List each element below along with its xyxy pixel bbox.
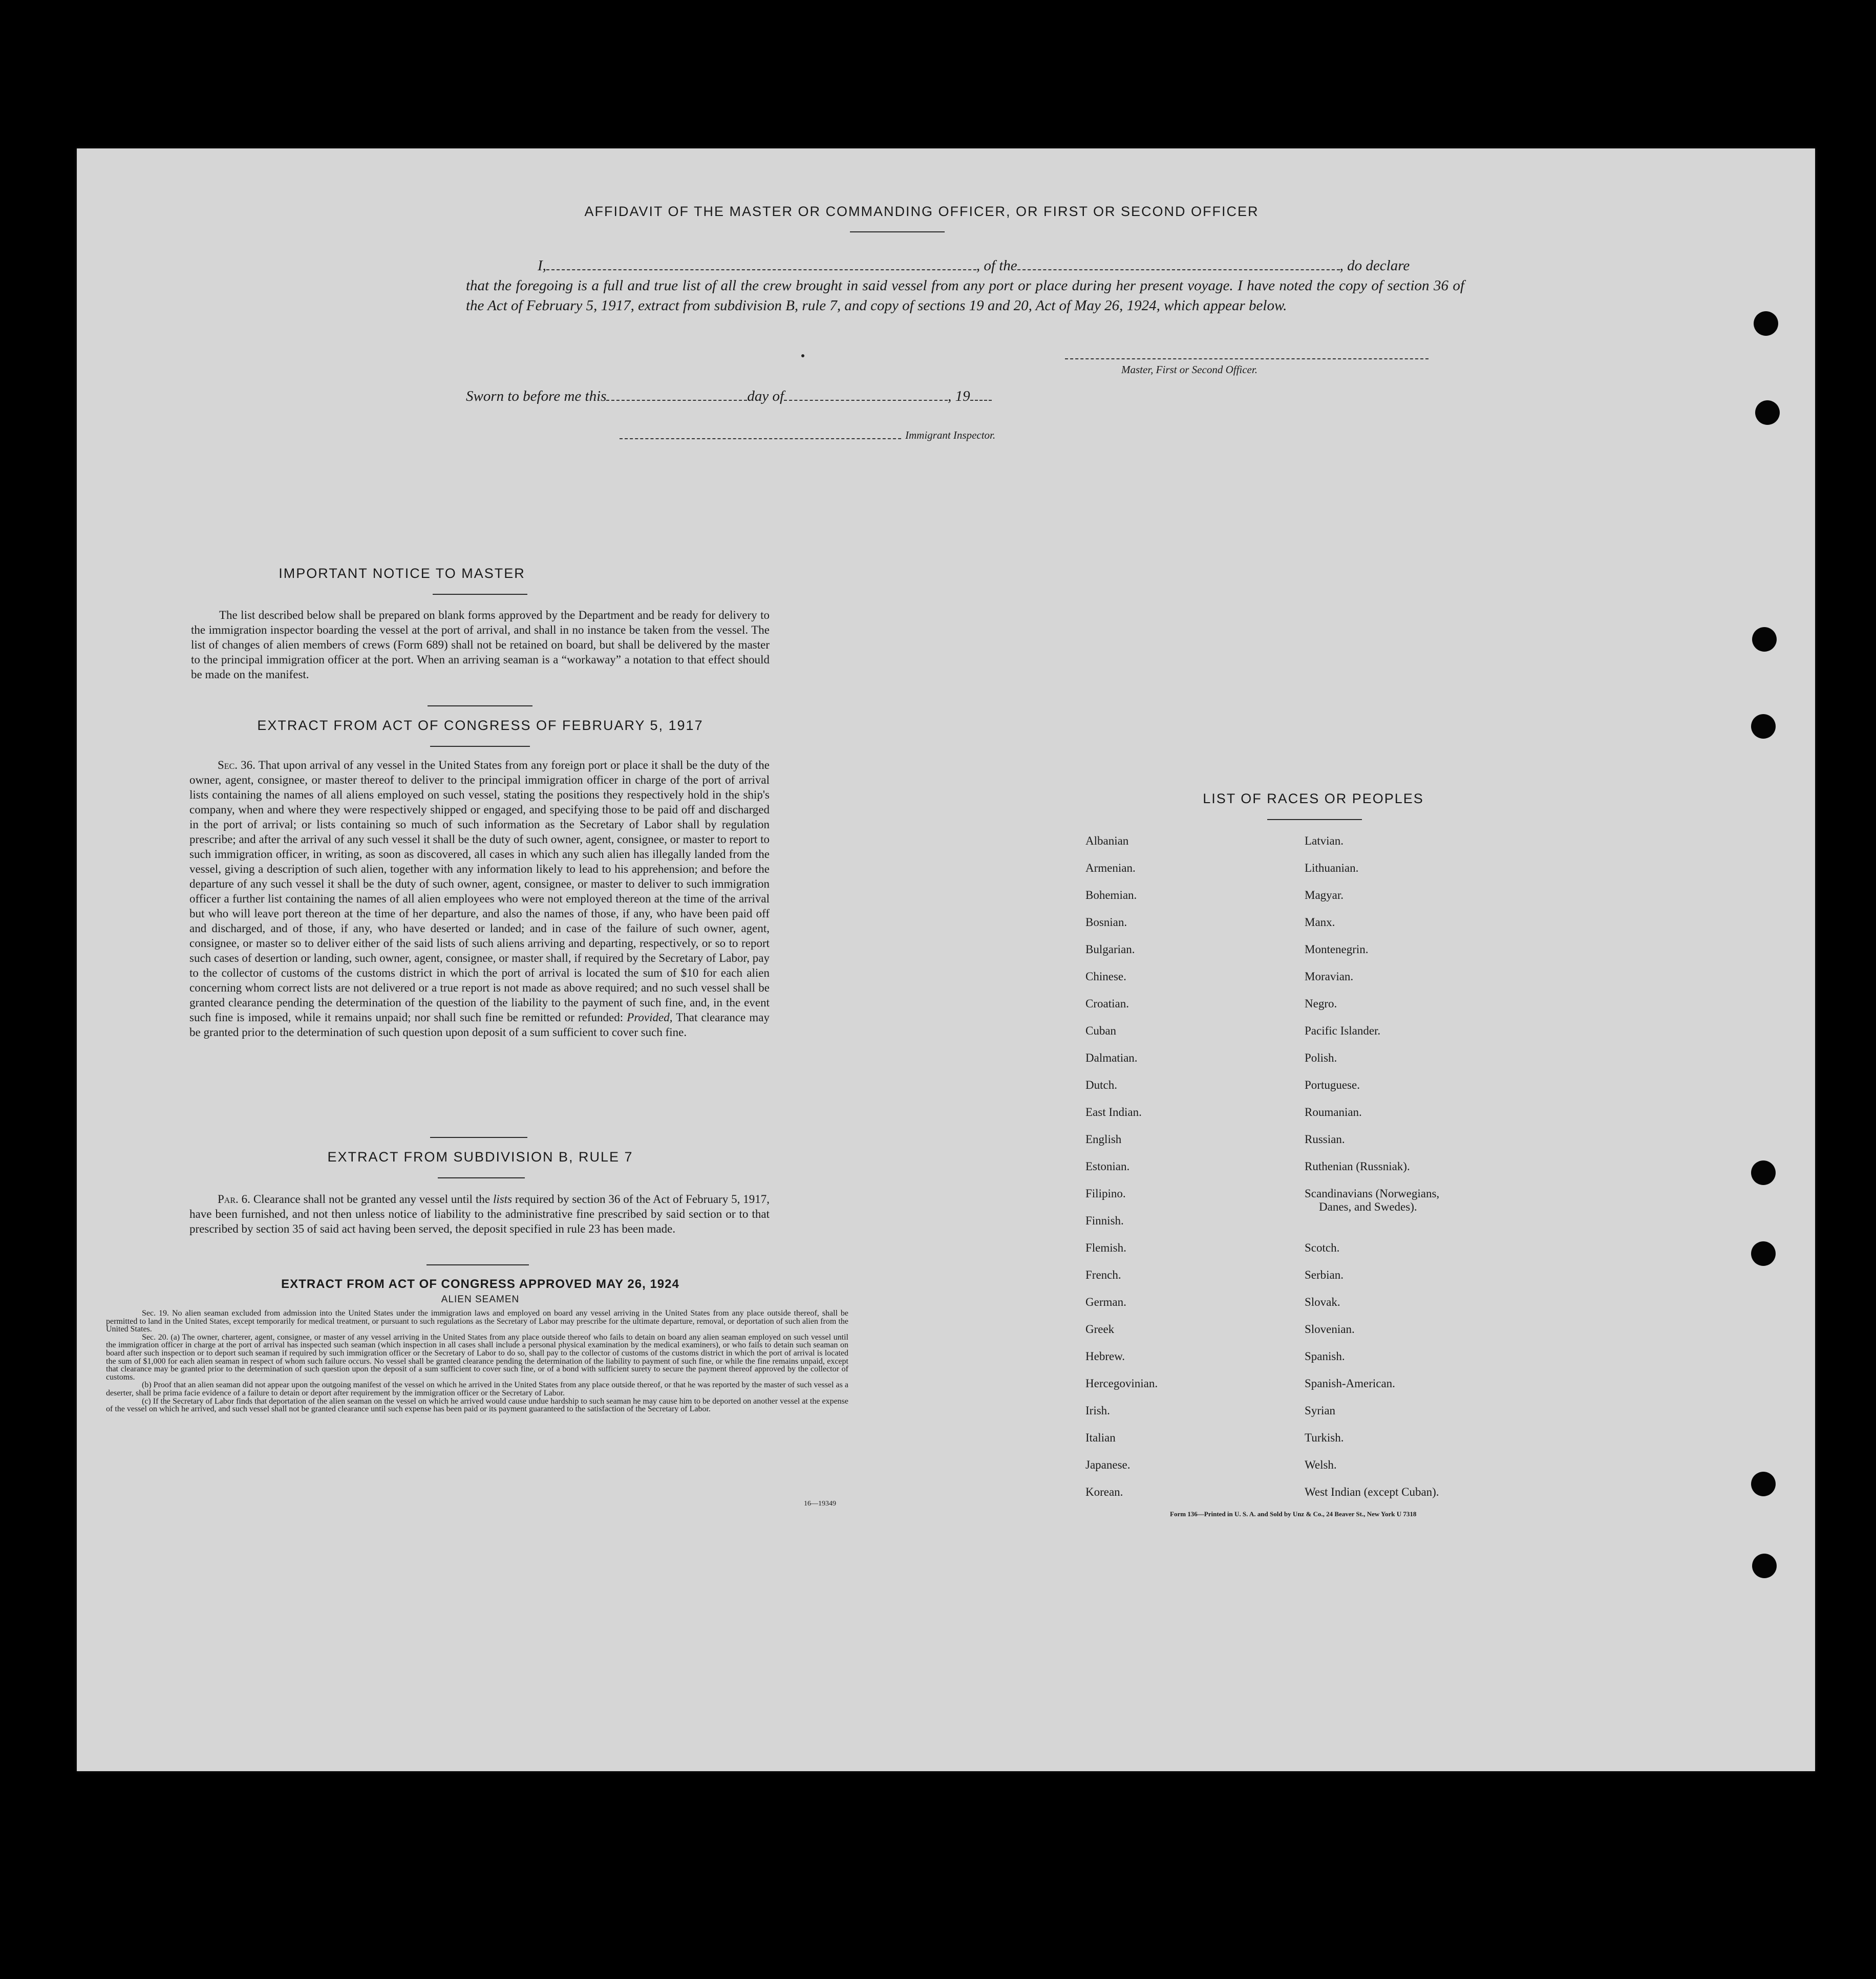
race-item: Latvian.: [1305, 834, 1344, 847]
punch-hole-7: [1751, 1472, 1776, 1496]
race-item: Serbian.: [1305, 1268, 1344, 1281]
race-item: East Indian.: [1085, 1106, 1142, 1118]
race-item: Lithuanian.: [1305, 862, 1359, 874]
race-item: Flemish.: [1085, 1241, 1126, 1254]
notice-rule: [433, 594, 527, 595]
race-item: Portuguese.: [1305, 1079, 1360, 1091]
race-item: Turkish.: [1305, 1431, 1344, 1444]
punch-hole-6: [1751, 1241, 1776, 1266]
act-1917-title: EXTRACT FROM ACT OF CONGRESS OF FEBRUARY 5, 1917: [257, 718, 703, 733]
race-item: Spanish-American.: [1305, 1377, 1395, 1390]
master-signature-blank[interactable]: [1065, 358, 1429, 359]
race-item: Japanese.: [1085, 1458, 1131, 1471]
race-item: Hercegovinian.: [1085, 1377, 1158, 1390]
act-1924-sec-20b: (b) Proof that an alien seaman did not appear upon the outgoing manifest of the vessel on which he arrived in the United States from any place outside thereof, or that he was reported by the master of such vessel as a deserter, shall be prima facie evidence of a failure to detain or deport after requirement by the immigration officer or the Secretary of Labor.: [106, 1381, 848, 1397]
form-number: 16—19349: [804, 1500, 836, 1508]
act-1924-subtitle: ALIEN SEAMEN: [441, 1294, 520, 1305]
race-item: Chinese.: [1085, 970, 1126, 983]
race-item: Italian: [1085, 1431, 1116, 1444]
race-item: West Indian (except Cuban).: [1305, 1486, 1439, 1498]
printer-imprint: Form 136—Printed in U. S. A. and Sold by Unz & Co., 24 Beaver St., New York U 7318: [1170, 1510, 1417, 1518]
race-item: Hebrew.: [1085, 1350, 1125, 1363]
race-item: Albanian: [1085, 834, 1129, 847]
notice-text: The list described below shall be prepared on blank forms approved by the Department and be ready for delivery to the immigration inspector boarding the vessel at the port of arrival, and shall in no instance be taken from the vessel. The list of changes of alien members of crews (Form 689) shall not be retained on board, but shall be delivered by the master to the principal immigration officer at the port. When an arriving seaman is a “workaway” a notation to that effect should be made on the manifest.: [191, 609, 770, 681]
race-item: Bulgarian.: [1085, 943, 1135, 956]
race-item: Manx.: [1305, 916, 1335, 929]
stray-dot: [801, 354, 804, 357]
race-item: Estonian.: [1085, 1160, 1130, 1173]
race-item: Pacific Islander.: [1305, 1024, 1381, 1037]
subdivision-rule: [438, 1177, 525, 1178]
race-item: English: [1085, 1133, 1122, 1146]
inspector-label: Immigrant Inspector.: [905, 429, 996, 441]
sworn-line: Sworn to before me this day of , 19: [466, 388, 1132, 405]
race-item: Finnish.: [1085, 1214, 1124, 1227]
race-item: Dalmatian.: [1085, 1051, 1138, 1064]
affidavit-body: [466, 256, 1464, 316]
sworn-day-blank[interactable]: [606, 400, 747, 401]
act-1924-sec-19: Sec. 19. No alien seaman excluded from admission into the United States under the immigration laws and employed on board any vessel arriving in the United States from any place outside thereof, shall be permitted to land in the United States, except temporarily for medical treatment, or pursuant to such regulations as the Secretary of Labor may prescribe for the ultimate departure, removal, or deportation of such alien from the United States.: [106, 1309, 848, 1334]
race-item: Syrian: [1305, 1404, 1336, 1417]
punch-hole-1: [1754, 311, 1778, 336]
race-item: Irish.: [1085, 1404, 1110, 1417]
races-title: LIST OF RACES OR PEOPLES: [1203, 791, 1424, 806]
race-item: French.: [1085, 1268, 1121, 1281]
race-item: Moravian.: [1305, 970, 1354, 983]
affidavit-line-1: I, , of the , do declare: [538, 257, 1410, 274]
inspector-signature-blank[interactable]: [620, 438, 901, 439]
race-item: Russian.: [1305, 1133, 1345, 1146]
race-item: Slovenian.: [1305, 1323, 1355, 1336]
race-item: Welsh.: [1305, 1458, 1337, 1471]
race-item: Armenian.: [1085, 862, 1136, 874]
race-item: Greek: [1085, 1323, 1115, 1336]
master-name-blank[interactable]: [546, 269, 976, 270]
sworn-month-blank[interactable]: [784, 400, 948, 401]
punch-hole-2: [1755, 400, 1780, 425]
title-rule: [850, 231, 945, 232]
affidavit-text: that the foregoing is a full and true list of all the crew brought in said vessel from any port or place during her present voyage. I have noted the copy of section 36 of the Act of February 5, 1917, extract from subdivision B, rule 7, and copy of sections 19 and 20, Act of May 26, 1924, which appear below.: [466, 277, 1464, 314]
race-item: Bohemian.: [1085, 889, 1137, 901]
act-1924-sec-20a: Sec. 20. (a) The owner, charterer, agent, consignee, or master of any vessel arriving in the United States from any place outside thereof who fails to detain on board any alien seaman employed on such vessel until the immigration officer in charge at the port of arrival has inspected such seaman (which inspection in all cases shall include a personal physical examination by the medical examiners), or who fails to detain such seaman on board after such inspection or to deport such seaman if required by such immigration officer or the Secretary of Labor to do so, shall pay to the collector of customs of the customs district in which the port of arrival is located the sum of $1,000 for each alien seaman in respect of whom such failure occurs. No vessel shall be granted clearance pending the determination of the liability to payment of such fine, or while the fine remains unpaid, except that clearance may be granted prior to the determination of such question upon the deposit of a sum sufficient to cover such fine, or of a bond with sufficient surety to secure the payment thereof approved by the collector of customs.: [106, 1332, 848, 1382]
act-1917-text: Sec. 36. That upon arrival of any vessel in the United States from any foreign port or place it shall be the duty of the owner, agent, consignee, or master thereof to deliver to the principal immigration officer in charge of the port of arrival lists containing the names of all aliens employed on such vessel, stating the positions they respectively hold in the ship's company, when and where they were respectively shipped or engaged, and specifying those to be paid off and discharged in the port of arrival; or lists containing so much of such information as the Secretary of Labor shall by regulation prescribe; and after the arrival of any such vessel it shall be the duty of such owner, agent, consignee, or master to report to such immigration officer, in writing, as soon as discovered, all cases in which any such alien has illegally landed from the vessel, giving a description of such alien, together with any information likely to lead to his apprehension; and before the departure of any such vessel it shall be the duty of such owner, agent, consignee, or master to deliver to such immigration officer a further list containing the names of all alien employees who were not employed thereon at the time of the arrival but who will leave port thereon at the time of her departure, and also the names of those, if any, who have been paid off and discharged, and of those, if any, who have deserted or landed; and in case of the failure of such owner, agent, consignee, or master so to deliver either of the said lists of such aliens arriving and departing, respectively, or so to report such cases of desertion or landing, such owner, agent, consignee, or master shall, if required by the Secretary of Labor, pay to the collector of customs of the customs district in which the port of arrival is located the sum of $10 for each alien concerning whom correct lists are not delivered or a true report is not made as above required; and no such vessel shall be granted clearance pending the determination of the question of the liability to the payment of such fine, and, in the event such fine is imposed, while it remains unpaid; nor shall such fine be remitted or refunded: Provided, That clearance may be granted prior to the determination of such question upon deposit of a sum sufficient to cover such fine.: [189, 759, 770, 1039]
sworn-year-blank[interactable]: [970, 400, 992, 401]
act-1924-text: [106, 1309, 848, 1413]
race-item: Scotch.: [1305, 1241, 1340, 1254]
race-item: Ruthenian (Russniak).: [1305, 1160, 1410, 1173]
punch-hole-3: [1752, 627, 1777, 652]
race-item: Korean.: [1085, 1486, 1123, 1498]
race-item: Cuban: [1085, 1024, 1117, 1037]
race-item: Slovak.: [1305, 1296, 1340, 1308]
subdivision-title: EXTRACT FROM SUBDIVISION B, RULE 7: [327, 1149, 633, 1165]
act-1917-rule: [430, 746, 530, 747]
notice-title: IMPORTANT NOTICE TO MASTER: [279, 566, 525, 581]
punch-hole-8: [1752, 1554, 1777, 1578]
manifest-page: [77, 148, 1815, 1771]
race-item: Danes, and Swedes).: [1319, 1200, 1417, 1213]
master-signature-label: Master, First or Second Officer.: [1121, 363, 1257, 376]
race-item: Croatian.: [1085, 997, 1129, 1010]
races-rule: [1267, 819, 1362, 820]
race-item: Bosnian.: [1085, 916, 1127, 929]
race-item: Spanish.: [1305, 1350, 1345, 1363]
divider-3: [427, 1264, 529, 1265]
race-item: Dutch.: [1085, 1079, 1117, 1091]
race-item: Montenegrin.: [1305, 943, 1369, 956]
vessel-name-blank[interactable]: [1017, 269, 1340, 270]
divider-1: [428, 705, 532, 706]
act-1924-title: EXTRACT FROM ACT OF CONGRESS APPROVED MAY 26, 1924: [281, 1277, 679, 1291]
affidavit-title: AFFIDAVIT OF THE MASTER OR COMMANDING OFFICER, OR FIRST OR SECOND OFFICER: [584, 204, 1259, 219]
punch-hole-4: [1751, 714, 1776, 739]
divider-2: [430, 1137, 527, 1138]
race-item: Filipino.: [1085, 1187, 1126, 1200]
race-item: Negro.: [1305, 997, 1337, 1010]
race-item: Scandinavians (Norwegians,: [1305, 1187, 1440, 1200]
act-1924-sec-20c: (c) If the Secretary of Labor finds that deportation of the alien seaman on the vessel on which he arrived would cause undue hardship to such seaman he may cause him to be deported on another vessel at the expense of the vessel on which he arrived, and such vessel shall not be granted clearance until such expense has been paid or its payment guaranteed to the satisfaction of the Secretary of Labor.: [106, 1396, 848, 1414]
race-item: Magyar.: [1305, 889, 1344, 901]
race-item: German.: [1085, 1296, 1126, 1308]
subdivision-text: Par. 6. Clearance shall not be granted any vessel until the lists required by section 36 of the Act of February 5, 1917, have been furnished, and not then unless notice of liability to the administrative fine prescribed by said section or to that prescribed by section 35 of said act having been served, the deposit specified in rule 23 has been made.: [189, 1193, 770, 1235]
race-item: Polish.: [1305, 1051, 1337, 1064]
race-item: Roumanian.: [1305, 1106, 1362, 1118]
punch-hole-5: [1751, 1160, 1776, 1185]
